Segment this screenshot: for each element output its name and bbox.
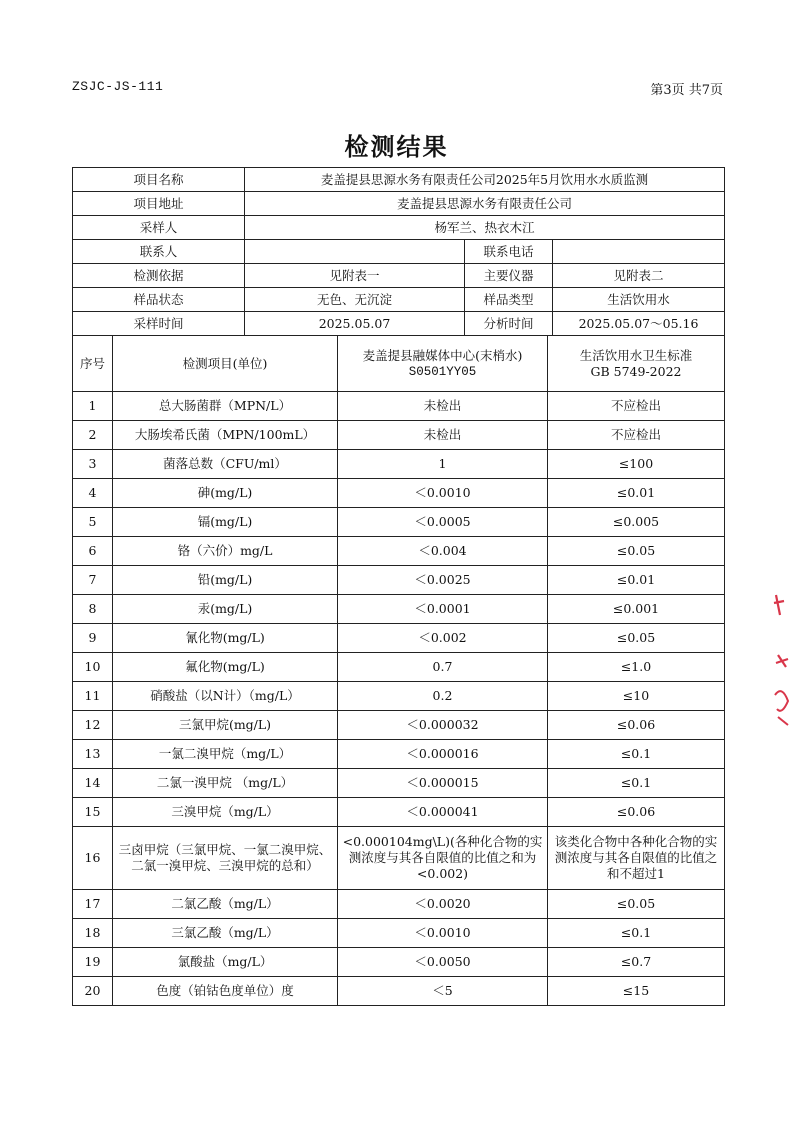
contact-value <box>245 240 465 264</box>
address-label: 项目地址 <box>73 192 245 216</box>
info-row <box>73 240 725 264</box>
sample-state-label: 样品状态 <box>73 288 245 312</box>
test-item: 铅(mg/L) <box>113 566 338 595</box>
standard-limit: ≤0.001 <box>548 595 725 624</box>
row-number: 6 <box>73 537 113 566</box>
address-value: 麦盖提县思源水务有限责任公司 <box>245 192 725 216</box>
basis-label: 检测依据 <box>73 264 245 288</box>
test-result: ＜0.0010 <box>338 479 548 508</box>
standard-limit: ≤15 <box>548 977 725 1006</box>
analysis-time-label: 分析时间 <box>465 312 553 336</box>
table-row <box>73 977 725 1006</box>
standard-limit: ≤0.01 <box>548 479 725 508</box>
sample-type-value: 生活饮用水 <box>553 288 725 312</box>
test-result: ＜5 <box>338 977 548 1006</box>
col-header-item: 检测项目(单位) <box>113 336 338 392</box>
test-item: 氰化物(mg/L) <box>113 624 338 653</box>
table-row <box>73 769 725 798</box>
row-number: 16 <box>73 827 113 890</box>
test-result: 未检出 <box>338 421 548 450</box>
page-title: 检测结果 <box>344 133 449 161</box>
row-number: 15 <box>73 798 113 827</box>
table-row <box>73 948 725 977</box>
sample-state-value: 无色、无沉淀 <box>245 288 465 312</box>
standard-limit: ≤0.05 <box>548 890 725 919</box>
table-row <box>73 421 725 450</box>
table-row <box>73 566 725 595</box>
standard-limit: ≤10 <box>548 682 725 711</box>
row-number: 13 <box>73 740 113 769</box>
project-name-label: 项目名称 <box>73 168 245 192</box>
test-item: 三卤甲烷（三氯甲烷、一氯二溴甲烷、二氯一溴甲烷、三溴甲烷的总和） <box>113 827 338 890</box>
row-number: 8 <box>73 595 113 624</box>
standard-limit: ≤0.1 <box>548 769 725 798</box>
sampler-value: 杨军兰、热衣木江 <box>245 216 725 240</box>
standard-limit: ≤0.05 <box>548 537 725 566</box>
table-row <box>73 682 725 711</box>
test-item: 砷(mg/L) <box>113 479 338 508</box>
table-row <box>73 392 725 421</box>
table-row <box>73 450 725 479</box>
table-row <box>73 537 725 566</box>
row-number: 18 <box>73 919 113 948</box>
test-result: ＜0.0020 <box>338 890 548 919</box>
test-result: ＜0.004 <box>338 537 548 566</box>
row-number: 7 <box>73 566 113 595</box>
test-item: 菌落总数（CFU/ml） <box>113 450 338 479</box>
test-item: 氟化物(mg/L) <box>113 653 338 682</box>
standard-limit: ≤0.7 <box>548 948 725 977</box>
test-item: 三氯甲烷(mg/L) <box>113 711 338 740</box>
row-number: 4 <box>73 479 113 508</box>
test-item: 氯酸盐（mg/L） <box>113 948 338 977</box>
row-number: 11 <box>73 682 113 711</box>
standard-limit: ≤0.06 <box>548 798 725 827</box>
test-result: ＜0.000041 <box>338 798 548 827</box>
row-number: 19 <box>73 948 113 977</box>
test-result: ＜0.002 <box>338 624 548 653</box>
instrument-value: 见附表二 <box>553 264 725 288</box>
test-item: 总大肠菌群（MPN/L） <box>113 392 338 421</box>
sample-location: 麦盖提县融媒体中心(末梢水) <box>362 347 523 363</box>
table-row <box>73 479 725 508</box>
table-row <box>73 798 725 827</box>
test-result: ＜0.0005 <box>338 508 548 537</box>
sample-type-label: 样品类型 <box>465 288 553 312</box>
info-row <box>73 168 725 192</box>
table-row <box>73 827 725 890</box>
test-item: 汞(mg/L) <box>113 595 338 624</box>
row-number: 20 <box>73 977 113 1006</box>
row-number: 5 <box>73 508 113 537</box>
sampling-time-value: 2025.05.07 <box>245 312 465 336</box>
test-item: 二氯乙酸（mg/L） <box>113 890 338 919</box>
table-row <box>73 740 725 769</box>
analysis-time-value: 2025.05.07～05.16 <box>553 312 725 336</box>
page-number: 第3页 共7页 <box>650 83 723 98</box>
test-item: 二氯一溴甲烷 （mg/L） <box>113 769 338 798</box>
test-item: 三溴甲烷（mg/L） <box>113 798 338 827</box>
test-result: ＜0.000015 <box>338 769 548 798</box>
info-row <box>73 192 725 216</box>
test-result: ＜0.000032 <box>338 711 548 740</box>
test-result: 1 <box>338 450 548 479</box>
test-result: 0.2 <box>338 682 548 711</box>
standard-limit: ≤0.005 <box>548 508 725 537</box>
test-item: 硝酸盐（以N计）（mg/L） <box>113 682 338 711</box>
results-table <box>72 335 725 1006</box>
standard-name: 生活饮用水卫生标准 <box>579 347 693 363</box>
test-result: ＜0.0025 <box>338 566 548 595</box>
test-item: 三氯乙酸（mg/L） <box>113 919 338 948</box>
results-body <box>73 392 725 1006</box>
standard-limit: ≤0.1 <box>548 740 725 769</box>
info-row <box>73 312 725 336</box>
instrument-label: 主要仪器 <box>465 264 553 288</box>
phone-value <box>553 240 725 264</box>
standard-limit: 该类化合物中各种化合物的实测浓度与其各自限值的比值之和不超过1 <box>548 827 725 890</box>
sampler-label: 采样人 <box>73 216 245 240</box>
test-item: 大肠埃希氏菌（MPN/100mL） <box>113 421 338 450</box>
col-header-sample <box>338 336 548 392</box>
row-number: 12 <box>73 711 113 740</box>
test-item: 铬（六价）mg/L <box>113 537 338 566</box>
test-result: ＜0.0050 <box>338 948 548 977</box>
table-row <box>73 890 725 919</box>
table-row <box>73 595 725 624</box>
standard-limit: ≤100 <box>548 450 725 479</box>
table-row <box>73 919 725 948</box>
test-result: <0.000104mg\L)(各种化合物的实测浓度与其各自限值的比值之和为<0.002) <box>338 827 548 890</box>
info-row <box>73 264 725 288</box>
project-info-table <box>72 167 725 336</box>
standard-limit: ≤0.06 <box>548 711 725 740</box>
table-row <box>73 711 725 740</box>
row-number: 9 <box>73 624 113 653</box>
test-item: 镉(mg/L) <box>113 508 338 537</box>
row-number: 14 <box>73 769 113 798</box>
row-number: 17 <box>73 890 113 919</box>
test-result: ＜0.0010 <box>338 919 548 948</box>
col-header-no: 序号 <box>73 336 113 392</box>
standard-limit: 不应检出 <box>548 392 725 421</box>
standard-code: GB 5749-2022 <box>590 363 682 379</box>
table-row <box>73 653 725 682</box>
test-item: 色度（铂钴色度单位）度 <box>113 977 338 1006</box>
sample-id: S0501YY05 <box>408 364 477 379</box>
basis-value: 见附表一 <box>245 264 465 288</box>
red-seal-stamp-fragment <box>772 585 793 745</box>
row-number: 1 <box>73 392 113 421</box>
standard-limit: ≤1.0 <box>548 653 725 682</box>
table-row <box>73 624 725 653</box>
test-result: ＜0.000016 <box>338 740 548 769</box>
row-number: 2 <box>73 421 113 450</box>
info-row <box>73 216 725 240</box>
document-code: ZSJC-JS-111 <box>72 79 164 94</box>
test-result: ＜0.0001 <box>338 595 548 624</box>
info-row <box>73 288 725 312</box>
sampling-time-label: 采样时间 <box>73 312 245 336</box>
table-row <box>73 508 725 537</box>
project-name-value: 麦盖提县思源水务有限责任公司2025年5月饮用水水质监测 <box>245 168 725 192</box>
phone-label: 联系电话 <box>465 240 553 264</box>
test-result: 0.7 <box>338 653 548 682</box>
standard-limit: 不应检出 <box>548 421 725 450</box>
standard-limit: ≤0.1 <box>548 919 725 948</box>
standard-limit: ≤0.01 <box>548 566 725 595</box>
col-header-standard <box>548 336 725 392</box>
row-number: 10 <box>73 653 113 682</box>
test-result: 未检出 <box>338 392 548 421</box>
contact-label: 联系人 <box>73 240 245 264</box>
test-item: 一氯二溴甲烷（mg/L） <box>113 740 338 769</box>
results-header-row <box>73 336 725 392</box>
standard-limit: ≤0.05 <box>548 624 725 653</box>
row-number: 3 <box>73 450 113 479</box>
